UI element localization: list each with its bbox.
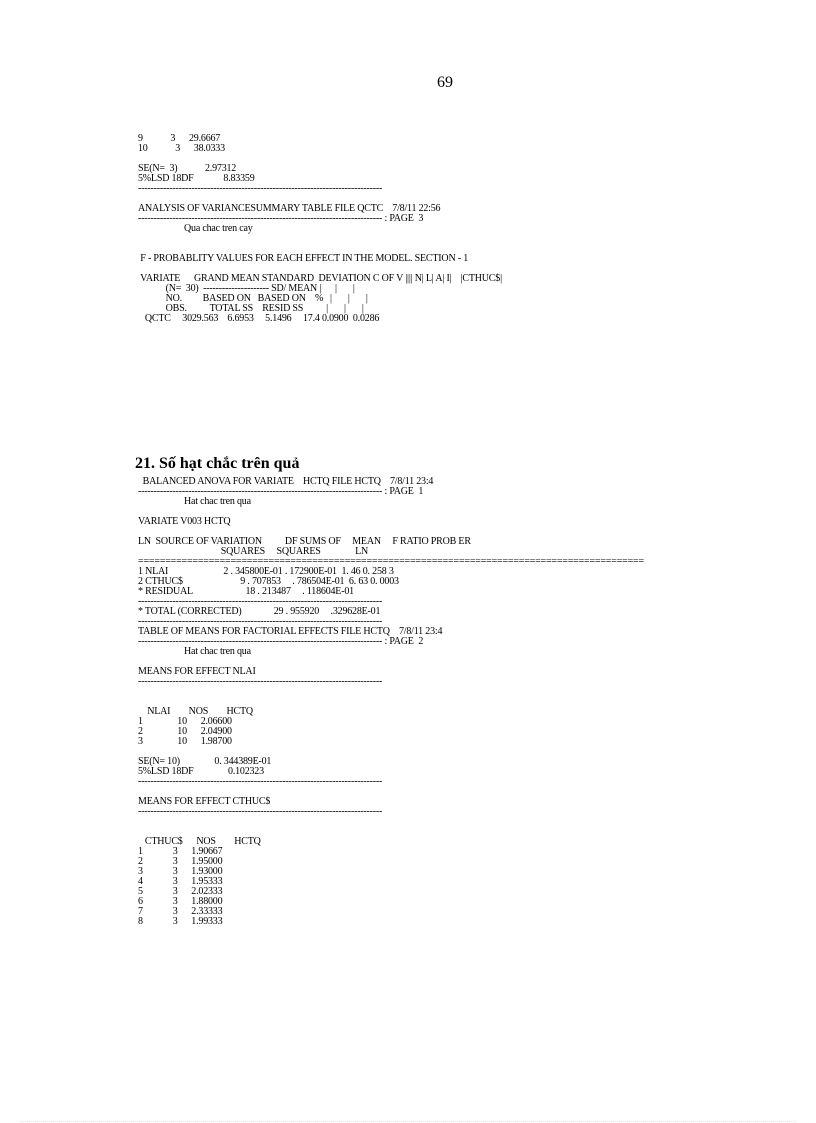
page-bottom-border	[20, 1121, 796, 1122]
page-number: 69	[437, 74, 453, 91]
anova-hctq: BALANCED ANOVA FOR VARIATE HCTQ FILE HCTQ 7/8/11 23:4 ------------------------------------------------------------------------------ : PAGE 1 Hat chac tren qua VARIATE V003 HCTQ LN SOURCE OF VARIATION DF SUMS OF MEAN F RATIO PROB ER SQUARES SQUARES LN ============================================================================================= 1 NLAI 2 . 345800E-01 . 172900E-01 1. 46 0. 258 3 2 CTHUC$ 9 . 707853 . 786504E-01 6. 63 0. 0003 * RESIDUAL 18 . 213487 . 118604E-01 ------------------------------------------------------------------------------ * TOTAL (CORRECTED) 29 . 955920 .329628E-01 ------------------------------------------------------------------------------ TABLE OF MEANS FOR FACTORIAL EFFECTS FILE HCTQ 7/8/11 23:4 ------------------------------------------------------------------------------ : PAGE 2 Hat chac tren qua MEANS FOR EFFECT NLAI ------------------------------------------------------------------------------ NLAI NOS HCTQ 1 10 2.06600 2 10 2.04900 3 10 1.98700 SE(N= 10) 0. 344389E-01 5%LSD 18DF 0.102323 ------------------------------------------------------------------------------ MEANS FOR EFFECT CTHUC$ ------------------------------------------------------------------------------ CTHUC$ NOS HCTQ 1 3 1.90667 2 3 1.95000 3 3 1.93000 4 3 1.95333 5 3 2.02333 6 3 1.88000 7 3 2.33333 8 3 1.99333	[138, 476, 644, 927]
section-heading: 21. Số hạt chắc trên quả	[135, 455, 300, 472]
anova-summary-qctc: 9 3 29.6667 10 3 38.0333 SE(N= 3) 2.97312 5%LSD 18DF 8.83359 ------------------------------------------------------------------------------ ANALYSIS OF VARIANCESUMMARY TABLE FILE QCTC 7/8/11 22:56 ------------------------------------------------------------------------------ : PAGE 3 Qua chac tren cay F - PROBABLITY VALUES FOR EACH EFFECT IN THE MODEL. SECTION - 1 VARIATE GRAND MEAN STANDARD DEVIATION C OF V |||| N| L| A| I| |CTHUC$| (N= 30) --------------------- SD/ MEAN | | | NO. BASED ON BASED ON % | | | OBS. TOTAL SS RESID SS | | | QCTC 3029.563 6.6953 5.1496 17.4 0.0900 0.0286	[138, 133, 502, 324]
